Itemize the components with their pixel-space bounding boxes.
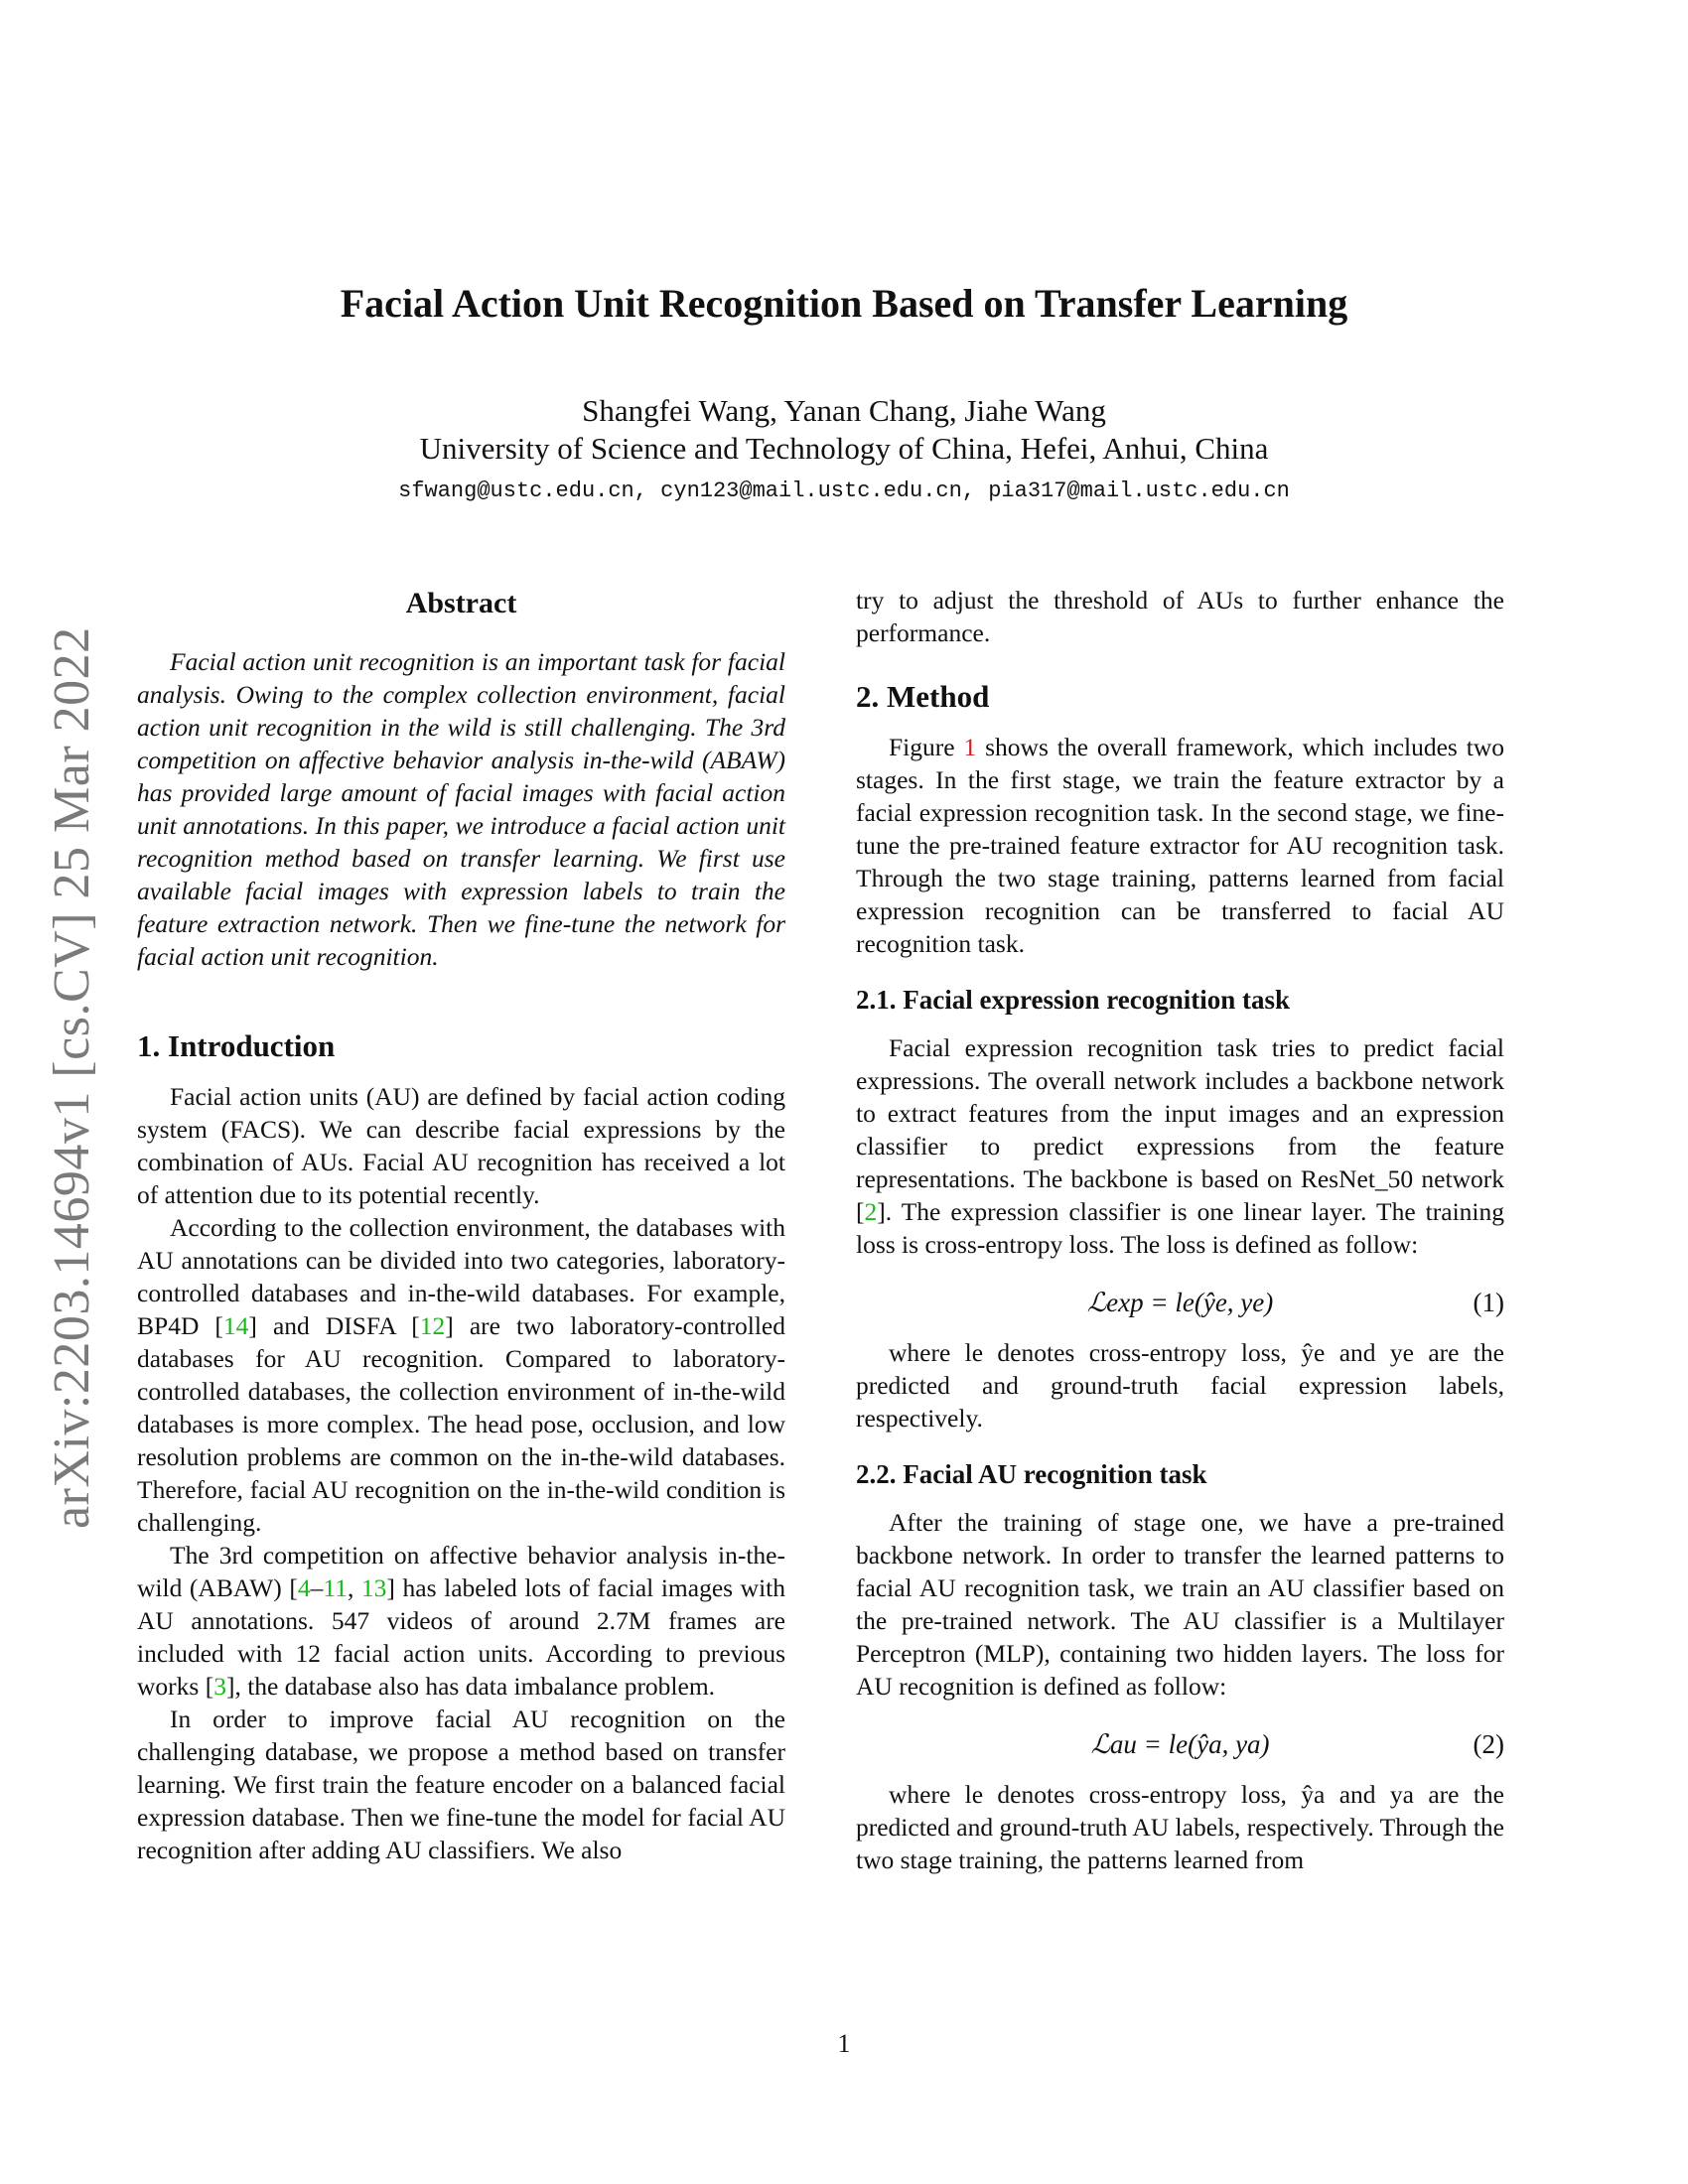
continued-paragraph: try to adjust the threshold of AUs to further enhance the performance. bbox=[856, 586, 1504, 647]
author-emails: sfwang@ustc.edu.cn, cyn123@mail.ustc.edu.cn, pia317@mail.ustc.edu.cn bbox=[398, 478, 1290, 503]
right-column bbox=[856, 584, 1504, 1876]
citation-link[interactable]: 13 bbox=[360, 1573, 387, 1602]
after-equation-1: where le denotes cross-entropy loss, ŷe and ye are the predicted and ground-truth facial expression labels, respectively. bbox=[856, 1338, 1504, 1433]
equation-1-number: (1) bbox=[1473, 1288, 1504, 1317]
citation-link[interactable]: 14 bbox=[222, 1311, 249, 1340]
author-names: Shangfei Wang, Yanan Chang, Jiahe Wang bbox=[582, 393, 1106, 428]
arxiv-identifier: arXiv:2203.14694v1 [cs.CV] 25 Mar 2022 bbox=[44, 626, 100, 1529]
citation-link[interactable]: 12 bbox=[419, 1311, 446, 1340]
equation-2-formula: ℒau = le(ŷa, ya) bbox=[1090, 1729, 1270, 1759]
intro-paragraph-4: In order to improve facial AU recognition on the challenging database, we propose a method based on transfer learning. We first train the feature encoder on a balanced facial expression database. Then we fine-tune the model for facial AU recognition after adding AU classifiers. We also bbox=[137, 1705, 785, 1864]
section-2-1-heading: 2.1. Facial expression recognition task bbox=[856, 985, 1290, 1015]
left-column bbox=[137, 584, 785, 1866]
citation-link[interactable]: 2 bbox=[864, 1197, 878, 1226]
abstract-text: Facial action unit recognition is an important task for facial analysis. Owing to the complex collection environment, facial action unit recognition in the wild is still challenging. The 3rd competition on affective behavior analysis in-the-wild (ABAW) has provided large amount of facial images with facial action unit annotations. In this paper, we introduce a facial action unit recognition method based on transfer learning. We first use available facial images with expression labels to train the feature extraction network. Then we fine-tune the network for facial action unit recognition. bbox=[137, 647, 785, 971]
section-2-2-paragraph: After the training of stage one, we have a pre-trained backbone network. In order to transfer the learned patterns to facial AU recognition task, we train an AU classifier based on the pre-trained network. The AU classifier is a Multilayer Perceptron (MLP), containing two hidden layers. The loss for AU recognition is defined as follow: bbox=[856, 1508, 1504, 1701]
citation-link[interactable]: 4 bbox=[297, 1573, 311, 1602]
intro-paragraph-1: Facial action units (AU) are defined by facial action coding system (FACS). We can describe facial expressions by the combination of AUs. Facial AU recognition has received a lot of attention due to its potential recently. bbox=[137, 1082, 785, 1209]
page-number: 1 bbox=[837, 2029, 851, 2058]
section-2-1-paragraph: Facial expression recognition task tries to predict facial expressions. The overall network includes a backbone network to extract features from the input images and an expression classifier to predict expressions from the feature representations. The backbone is based on ResNet_50 network [2]. The expression classifier is one linear layer. The training loss is cross-entropy loss. The loss is defined as follow: bbox=[856, 1033, 1504, 1259]
equation-2-number: (2) bbox=[1473, 1729, 1504, 1759]
after-equation-2: where le denotes cross-entropy loss, ŷa and ya are the predicted and ground-truth AU labels, respectively. Through the two stage training, the patterns learned from bbox=[856, 1780, 1504, 1874]
author-block bbox=[0, 392, 1688, 468]
method-heading: 2. Method bbox=[856, 679, 990, 714]
equation-1-formula: ℒexp = le(ŷe, ye) bbox=[1086, 1288, 1274, 1317]
paper-title: Facial Action Unit Recognition Based on Transfer Learning bbox=[340, 281, 1348, 326]
figure-link[interactable]: 1 bbox=[963, 733, 977, 761]
intro-paragraph-2: According to the collection environment, the databases with AU annotations can be divided into two categories, laboratory-controlled databases and in-the-wild databases. For example, BP4D [14] and DISFA [12] are two laboratory-controlled databases for AU recognition. Compared to laboratory-controlled databases, the collection environment of in-the-wild databases is more complex. The head pose, occlusion, and low resolution problems are common on the in-the-wild databases. Therefore, facial AU recognition on the in-the-wild condition is challenging. bbox=[137, 1213, 785, 1537]
section-2-2-heading: 2.2. Facial AU recognition task bbox=[856, 1459, 1207, 1489]
citation-link[interactable]: 11 bbox=[323, 1573, 348, 1602]
method-paragraph: Figure 1 shows the overall framework, which includes two stages. In the first stage, we train the feature extractor by a facial expression recognition task. In the second stage, we fine-tune the pre-trained feature extractor for AU recognition task. Through the two stage training, patterns learned from facial expression recognition can be transferred to facial AU recognition task. bbox=[856, 733, 1505, 958]
affiliation: University of Science and Technology of China, Hefei, Anhui, China bbox=[419, 431, 1269, 466]
abstract-heading: Abstract bbox=[405, 587, 517, 619]
citation-link[interactable]: 3 bbox=[213, 1672, 226, 1701]
equation-2 bbox=[856, 1724, 1504, 1764]
introduction-heading: 1. Introduction bbox=[137, 1028, 336, 1063]
intro-paragraph-3: The 3rd competition on affective behavior analysis in-the-wild (ABAW) [4–11, 13] has labeled lots of facial images with AU annotations. 547 videos of around 2.7M frames are included with 12 facial action units. According to previous works [3], the database also has data imbalance problem. bbox=[137, 1541, 785, 1701]
equation-1 bbox=[856, 1283, 1504, 1322]
